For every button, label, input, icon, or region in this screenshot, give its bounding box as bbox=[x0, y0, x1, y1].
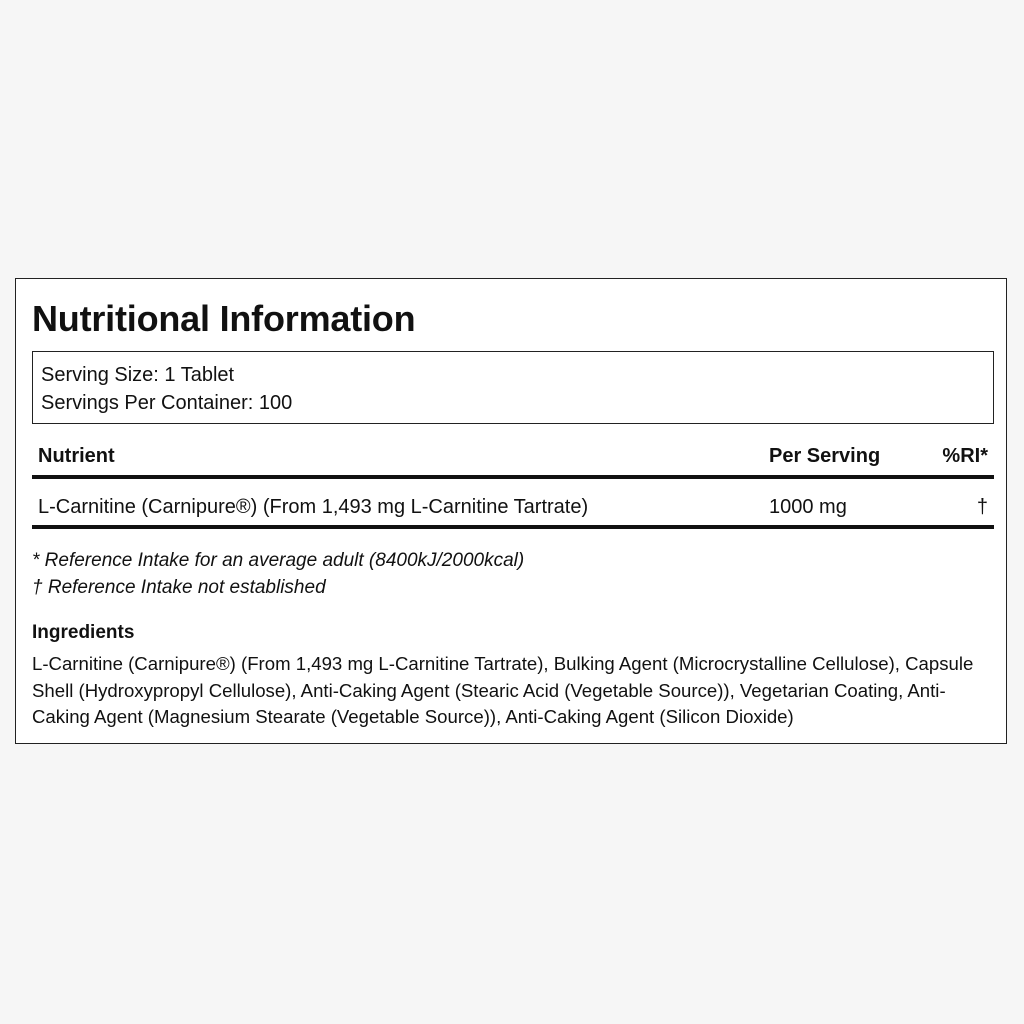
ingredients-text: L-Carnitine (Carnipure®) (From 1,493 mg L-Carnitine Tartrate), Bulking Agent (Microcrystalline Cellulose), Capsule Shell (Hydroxypropyl Cellulose), Anti-Caking Agent (Stearic Acid (Vegetable Source)), Vegetarian Coating, Anti-Caking Agent (Magnesium Stearate (Vegetable Source)), Anti-Caking Agent (Silicon Dioxide) bbox=[32, 653, 974, 727]
panel-title: Nutritional Information bbox=[32, 298, 416, 339]
footnote-ri: * Reference Intake for an average adult (8400kJ/2000kcal) bbox=[32, 550, 525, 571]
ingredients-title: Ingredients bbox=[32, 622, 135, 643]
servings-per-container: Servings Per Container: 100 bbox=[41, 392, 293, 414]
footnote-not-established: † Reference Intake not established bbox=[32, 577, 326, 598]
row-per-serving: 1000 mg bbox=[769, 496, 847, 518]
header-nutrient: Nutrient bbox=[38, 445, 115, 467]
nutrition-panel bbox=[15, 278, 1007, 744]
table-bottom-divider bbox=[32, 525, 994, 529]
table-row bbox=[32, 492, 994, 522]
header-ri: %RI* bbox=[942, 445, 988, 467]
row-nutrient: L-Carnitine (Carnipure®) (From 1,493 mg L-Carnitine Tartrate) bbox=[38, 496, 589, 518]
header-per-serving: Per Serving bbox=[769, 445, 881, 467]
footnotes bbox=[32, 547, 524, 601]
row-ri: † bbox=[976, 496, 988, 518]
serving-size: Serving Size: 1 Tablet bbox=[41, 364, 235, 386]
header-divider bbox=[32, 475, 994, 479]
serving-info-box bbox=[32, 351, 994, 424]
